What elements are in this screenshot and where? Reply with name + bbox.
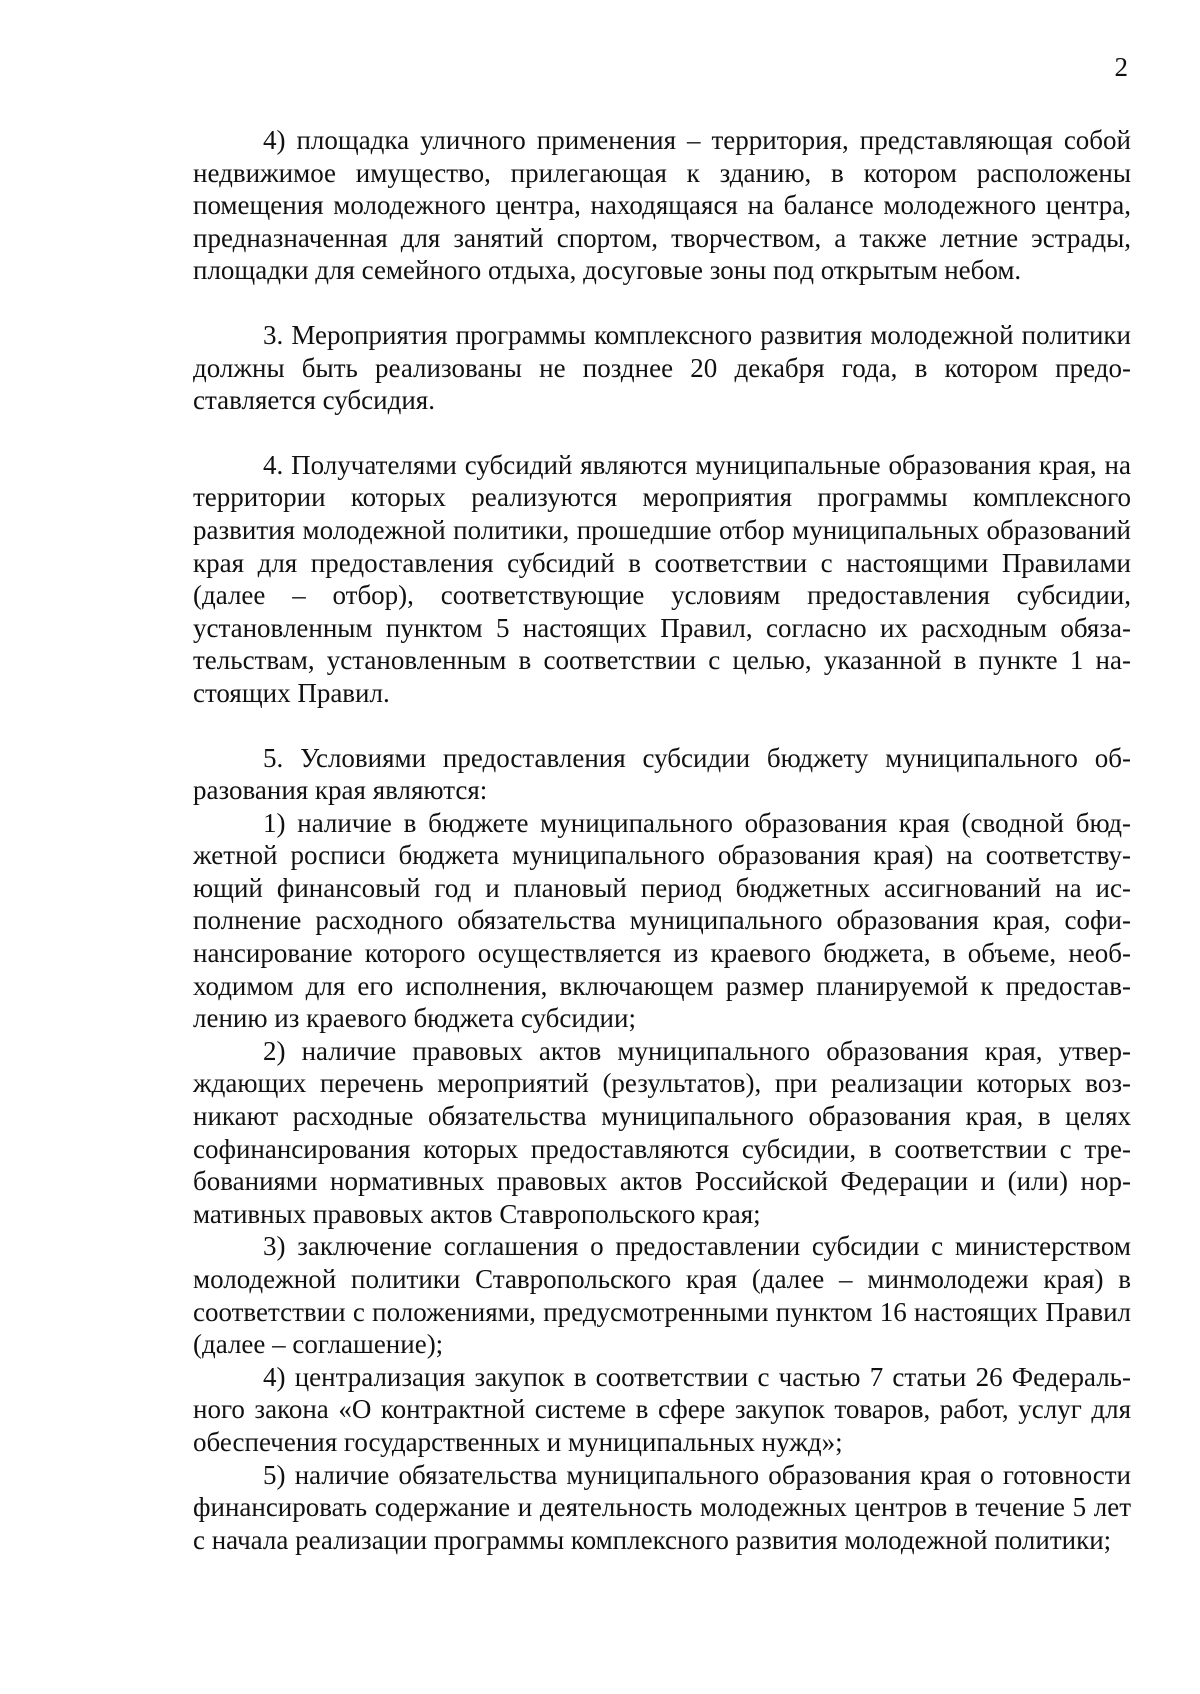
paragraph-item-5-subitem-3: 3) заключение соглашения о предоставлении субсидии с министерством молодежной политики Ставропольского края (далее – минмолодежи края) в соответствии с положениями, предусмотренными пунктом 16 настоящих Правил (далее – соглашение);: [193, 1231, 1131, 1360]
page-number: 2: [1114, 52, 1128, 82]
paragraph-item-5-subitem-1: 1) наличие в бюджете муниципального образования края (сводной бюджетной росписи бюджета муниципального образования края) на соответствующий финансовый год и плановый период бюджетных ассигнований на исполнение расходного обязательства муниципального образования края, софинансирование которого осуществляется из краевого бюджета, в объеме, необходимом для его исполнения, включающем размер планируемой к предоставлению из краевого бюджета субсидии;: [193, 807, 1131, 1034]
paragraph-item-3: 3. Мероприятия программы комплексного развития молодежной политики должны быть реализованы не позднее 20 декабря года, в котором предоставляется субсидия.: [193, 319, 1131, 416]
paragraph-subitem-4-street-area: 4) площадка уличного применения – территория, представляющая собой недвижимое имущество, прилегающая к зданию, в котором расположены помещения молодежного центра, находящаяся на балансе молодежного центра, предназначенная для занятий спортом, творчеством, а также летние эстрады, площадки для семейного отдыха, досуговые зоны под открытым небом.: [193, 125, 1131, 286]
paragraph-item-5: 5. Условиями предоставления субсидии бюджету муниципального образования края являются:: [193, 742, 1131, 806]
paragraph-item-5-subitem-2: 2) наличие правовых актов муниципального образования края, утверждающих перечень мероприятий (результатов), при реализации которых возникают расходные обязательства муниципального образования края, в целях софинансирования которых предоставляются субсидии, в соответствии с требованиями нормативных правовых актов Российской Федерации и (или) нормативных правовых актов Ставропольского края;: [193, 1035, 1131, 1229]
document-body: [193, 124, 1131, 1556]
paragraph-item-4: 4. Получателями субсидий являются муниципальные образования края, на территории которых реализуются мероприятия программы комплексного развития молодежной политики, прошедшие отбор муниципальных образований края для предоставления субсидий в соответствии с настоящими Правилами (далее – отбор), соответствующие условиям предоставления субсидии, установленным пунктом 5 настоящих Правил, согласно их расходным обязательствам, установленным в соответствии с целью, указанной в пункте 1 настоящих Правил.: [193, 449, 1131, 708]
paragraph-item-5-subitem-4: 4) централизация закупок в соответствии с частью 7 статьи 26 Федерального закона «О контрактной системе в сфере закупок товаров, работ, услуг для обеспечения государственных и муниципальных нужд»;: [193, 1361, 1131, 1457]
paragraph-item-5-subitem-5: 5) наличие обязательства муниципального образования края о готовности финансировать содержание и деятельность молодежных центров в течение 5 лет с начала реализации программы комплексного развития молодежной политики;: [193, 1459, 1131, 1555]
